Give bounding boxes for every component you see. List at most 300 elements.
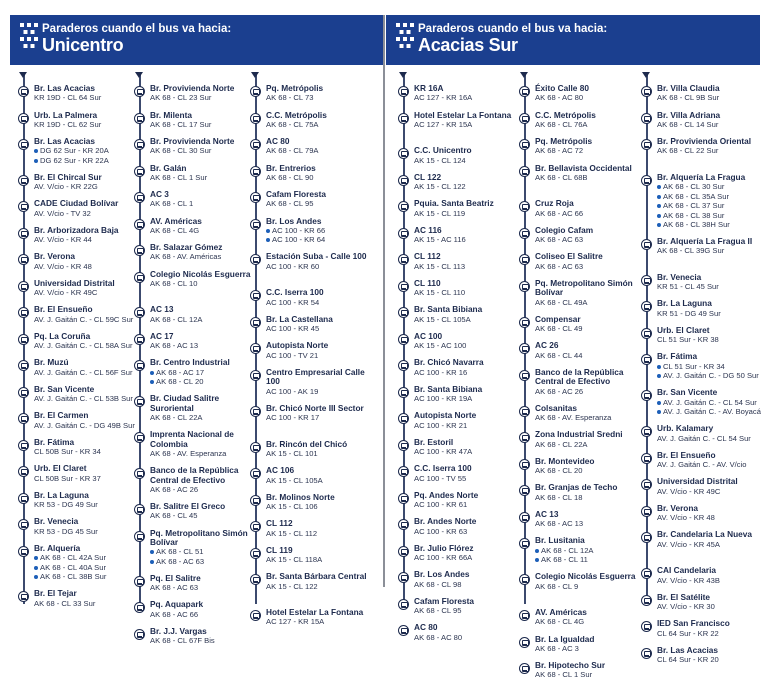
bus-icon — [641, 532, 652, 543]
bus-stop — [134, 627, 252, 646]
stop-address: AK 68 - CL 1 — [150, 199, 194, 209]
stop-address: CL 64 Sur - KR 20 — [657, 655, 719, 664]
bus-icon — [641, 390, 652, 401]
stop-address: AV. V/cio - KR 30 — [657, 602, 715, 611]
bus-icon — [398, 572, 409, 583]
stop-name: AC 100 — [414, 330, 443, 341]
bus-stop — [18, 137, 136, 165]
stop-address: AK 15 - CL 105A — [414, 314, 471, 324]
direction-arrow-icon — [135, 72, 143, 78]
bus-icon — [250, 290, 261, 301]
bus-stop — [398, 173, 516, 192]
stop-name: Br. Salazar Gómez — [150, 242, 223, 252]
stop-name: AV. Américas — [535, 607, 587, 617]
stop-address: KR 53 - DG 49 Sur — [34, 500, 98, 510]
bus-icon — [250, 219, 261, 230]
stop-address: AK 68 - AC 3 — [535, 643, 579, 653]
stop-name: Br. Villa Claudia — [657, 83, 720, 93]
stop-address: AK 68 - CL 73 — [266, 93, 314, 103]
bus-stop — [519, 572, 637, 591]
stop-name: Br. Montevideo — [535, 455, 595, 466]
bus-stop — [641, 388, 759, 416]
bus-icon — [134, 86, 145, 97]
bus-stop — [519, 279, 637, 307]
bus-icon — [18, 334, 29, 345]
bus-icon — [250, 574, 261, 585]
bus-icon — [398, 387, 409, 398]
stop-column — [18, 72, 136, 612]
stop-name: Urb. La Palmera — [34, 109, 98, 120]
stop-name: AC 13 — [535, 508, 559, 519]
bus-icon — [641, 426, 652, 437]
bus-icon — [250, 370, 261, 381]
stop-name: Urb. El Claret — [657, 324, 710, 335]
panel-acacias-sur — [384, 0, 768, 680]
bus-stop — [641, 424, 759, 443]
stop-address: AK 15 - CL 118A — [266, 555, 323, 564]
stop-address: AC 100 - KR 61 — [414, 500, 468, 510]
stop-name: Urb. El Claret — [34, 463, 87, 474]
stop-name: Br. Venecia — [657, 271, 702, 282]
bus-stop — [18, 358, 136, 377]
stop-name: Pquia. Santa Beatriz — [414, 198, 494, 209]
stop-name: Éxito Calle 80 — [535, 83, 589, 93]
bus-stop — [519, 404, 637, 423]
stop-address: AK 68 - CL 75A — [266, 119, 319, 129]
stop-address: AC 100 - KR 60 — [266, 261, 320, 271]
stop-address: AK 68 - AC 26 — [535, 386, 584, 396]
bus-stop — [641, 326, 759, 345]
bus-icon — [519, 201, 530, 212]
stop-name: Br. La Castellana — [266, 313, 333, 324]
stop-name: Br. Galán — [150, 162, 187, 173]
stop-address: AK 68 - AC 63 — [535, 235, 584, 245]
bus-stop — [398, 84, 516, 103]
bus-icon — [519, 663, 530, 674]
destination-title: Acacias Sur — [418, 35, 518, 55]
stop-name: Pq. El Salitre — [150, 572, 201, 583]
stop-name: Br. Villa Adriana — [657, 109, 721, 120]
stop-name: Br. San Vicente — [657, 387, 718, 398]
stop-name: Br. Granjas de Techo — [535, 482, 618, 493]
bus-stop — [641, 504, 759, 523]
bus-icon — [398, 599, 409, 610]
bus-icon — [250, 254, 261, 265]
bus-stop — [398, 570, 516, 589]
bus-icon — [250, 192, 261, 203]
bus-icon — [250, 166, 261, 177]
stop-address: AC 127 - KR 15A — [266, 617, 325, 627]
bus-icon — [398, 413, 409, 424]
bus-icon — [18, 591, 29, 602]
bus-icon — [519, 610, 530, 621]
stop-name: Br. Santa Bibiana — [414, 383, 483, 394]
bus-icon — [18, 254, 29, 265]
bus-icon — [134, 432, 145, 443]
stop-address: AV. V/cio - KR 45A — [657, 539, 720, 549]
stop-name: Br. Los Andes — [414, 569, 470, 580]
stop-address: AV. J. Gaitán C. - CL 54 Sur — [657, 433, 751, 443]
bus-icon — [18, 201, 29, 212]
bus-stop — [250, 466, 368, 485]
bus-stop — [519, 164, 637, 183]
bus-stop — [18, 226, 136, 245]
bus-icon — [18, 113, 29, 124]
stop-address: CL 50B Sur - KR 34 — [34, 447, 101, 457]
bus-stop — [134, 243, 252, 262]
stop-name: Br. El Satélite — [657, 591, 711, 602]
bus-stop — [641, 593, 759, 612]
bus-stop — [398, 279, 516, 298]
stop-name: Cafam Floresta — [266, 189, 326, 199]
stop-name: Colegio Cafam — [535, 224, 594, 235]
bus-stop — [641, 451, 759, 470]
stop-address: AK 68 - AC 80 — [414, 632, 463, 642]
stop-address: AK 68 - CL 90 — [266, 172, 314, 182]
bus-icon — [519, 432, 530, 443]
stop-name: Br. Salitre El Greco — [150, 501, 226, 511]
stop-address: AK 15 - CL 124 — [414, 155, 466, 165]
bus-stop — [18, 385, 136, 404]
stop-name: AC 3 — [150, 189, 169, 199]
stop-column — [519, 72, 637, 680]
stop-name: AC 106 — [266, 465, 295, 476]
stop-address: AC 100 - TV 21 — [266, 350, 319, 360]
stop-name: Br. Santa Bárbara Central — [266, 571, 367, 582]
stop-name: Br. Verona — [34, 251, 76, 262]
stop-address: AK 68 - CL 1 Sur — [535, 670, 593, 680]
stop-address: AK 68 - CL 44 — [535, 350, 583, 360]
stop-address: AV. J. Gaitán C. - CL 54 Sur — [657, 398, 759, 407]
bus-stop — [398, 252, 516, 271]
stop-address: AK 68 - CL 14 Sur — [657, 119, 719, 129]
bus-icon — [641, 479, 652, 490]
bus-stop — [18, 305, 136, 324]
bus-icon — [641, 275, 652, 286]
stop-name: C.C. Metrópolis — [266, 109, 327, 120]
stop-column — [250, 72, 368, 627]
bus-stop — [398, 411, 516, 430]
stop-address: AK 68 - AC 17 — [150, 368, 252, 377]
bus-stop — [398, 623, 516, 642]
stop-address: AK 68 - CL 30 Sur — [150, 146, 212, 156]
stop-name: Br. La Laguna — [657, 298, 712, 309]
bus-icon — [18, 307, 29, 318]
bus-icon — [519, 281, 530, 292]
bus-icon — [18, 175, 29, 186]
stop-address: AC 100 - KR 64 — [266, 235, 368, 244]
bus-stop — [641, 619, 759, 638]
stop-name: Br. La Igualdad — [535, 633, 595, 644]
stop-address: AK 68 - CL 38B Sur — [34, 572, 136, 581]
bus-stop — [134, 466, 252, 494]
bus-stop — [641, 299, 759, 318]
stop-name: C.C. Iserra 100 — [414, 463, 472, 474]
bus-icon — [18, 387, 29, 398]
stop-address: AK 15 - CL 113 — [414, 261, 466, 271]
stop-address: AV. V/cio - KR 48 — [657, 513, 715, 523]
stop-name: CL 112 — [414, 251, 441, 262]
bus-icon — [519, 485, 530, 496]
bus-icon — [250, 548, 261, 559]
stop-name: Br. Estoril — [414, 436, 454, 447]
bus-icon — [641, 354, 652, 365]
stop-address: AK 68 - AC 63 — [150, 557, 252, 566]
stop-address: AK 68 - CL 49A — [535, 297, 588, 307]
stop-column — [641, 72, 761, 664]
bus-icon — [641, 621, 652, 632]
bus-icon — [250, 406, 261, 417]
bus-icon — [134, 531, 145, 542]
stop-address: AK 68 - CL 12A — [535, 546, 637, 555]
bus-stop — [250, 315, 368, 334]
stop-address: AC 100 - KR 19A — [414, 394, 473, 404]
bus-stop — [250, 519, 368, 538]
stop-address: AK 68 - CL 39G Sur — [657, 246, 725, 256]
transit-logo-icon — [396, 23, 414, 51]
stop-address: AK 68 - CL 18 — [535, 492, 583, 502]
stop-address: KR 53 - DG 45 Sur — [34, 526, 98, 536]
stop-name: Pq. Metrópolis — [535, 136, 593, 146]
stop-name: Br. Santa Bibiana — [414, 304, 483, 315]
bus-icon — [641, 239, 652, 250]
bus-stop — [134, 111, 252, 130]
stop-address: KR 19D - CL 62 Sur — [34, 119, 102, 129]
stop-name: Br. Rincón del Chicó — [266, 438, 348, 449]
bus-stop — [134, 358, 252, 386]
bus-stop — [398, 597, 516, 616]
stop-name: Zona Industrial Sredni — [535, 429, 623, 440]
stop-address: KR 51 - DG 49 Sur — [657, 308, 721, 318]
bus-icon — [250, 86, 261, 97]
stop-address: AK 68 - CL 30 Sur — [657, 182, 759, 191]
stop-address: AK 68 - CL 11 — [535, 555, 637, 564]
stop-address: AV. J. Gaitán C. - CL 58A Sur — [34, 341, 133, 351]
stop-name: Colegio Nicolás Esguerra — [535, 571, 636, 582]
bus-icon — [641, 328, 652, 339]
stop-name: Br. Los Andes — [266, 215, 322, 226]
bus-icon — [398, 493, 409, 504]
stop-name: Centro Empresarial Calle 100 — [266, 366, 365, 387]
stop-address: AC 100 - KR 16 — [414, 367, 468, 377]
stop-name: Br. Entrerios — [266, 162, 316, 173]
stop-name: Pq. Andes Norte — [414, 489, 479, 500]
stop-address: AK 68 - CL 1 Sur — [150, 172, 208, 182]
stop-address: AK 68 - AC 66 — [150, 609, 199, 619]
stop-address: CL 64 Sur - KR 22 — [657, 628, 719, 638]
stop-name: Br. Las Acacias — [34, 136, 96, 146]
banner-unicentro — [10, 15, 384, 65]
bus-stop — [18, 438, 136, 457]
stop-name: CL 110 — [414, 277, 441, 288]
bus-stop — [519, 84, 637, 103]
stop-address: AK 68 - AC 63 — [150, 583, 199, 593]
bus-stop — [519, 510, 637, 529]
stop-address: AK 68 - CL 95 — [266, 199, 314, 209]
stop-address: AK 68 - AV. Américas — [150, 252, 222, 262]
stop-address: AK 68 - CL 22A — [150, 413, 203, 423]
stop-name: Br. El Ensueño — [657, 449, 716, 460]
bus-stop — [519, 536, 637, 564]
stop-address: CL 50B Sur - KR 37 — [34, 473, 101, 483]
stop-name: Pq. Metropolitano Simón Bolívar — [535, 277, 633, 298]
bus-stop — [18, 464, 136, 483]
bus-stop — [18, 84, 136, 103]
stop-name: CADE Ciudad Bolívar — [34, 198, 119, 209]
stop-address: AK 15 - CL 119 — [414, 208, 466, 218]
bus-stop — [519, 457, 637, 476]
stop-address: AK 68 - CL 22 Sur — [657, 146, 719, 156]
stop-name: CL 119 — [266, 544, 293, 555]
stop-address: AK 68 - CL 95 — [414, 606, 462, 616]
bus-icon — [250, 343, 261, 354]
stop-name: Autopista Norte — [414, 410, 477, 421]
bus-stop — [134, 600, 252, 619]
bus-stop — [18, 111, 136, 130]
stop-address: AK 15 - CL 101 — [266, 449, 318, 458]
bus-stop — [134, 217, 252, 236]
bus-icon — [134, 166, 145, 177]
bus-icon — [18, 493, 29, 504]
bus-stop — [18, 332, 136, 351]
bus-icon — [398, 228, 409, 239]
stop-name: Br. Candelaria La Nueva — [657, 529, 752, 540]
stop-name: Br. Fátima — [34, 436, 75, 447]
bus-stop — [641, 477, 759, 496]
bus-icon — [134, 307, 145, 318]
bus-stop — [519, 252, 637, 271]
bus-stop — [134, 574, 252, 593]
bus-stop — [398, 226, 516, 245]
bus-stop — [398, 464, 516, 483]
stop-name: Br. Las Acacias — [657, 644, 719, 655]
stop-address: AV. J. Gaitán C. - CL 59C Sur — [34, 314, 134, 324]
bus-icon — [398, 466, 409, 477]
stop-address: AK 68 - AC 80 — [535, 93, 584, 103]
stop-address: AK 68 - CL 22A — [535, 439, 588, 449]
panel-unicentro — [0, 0, 384, 646]
bus-icon — [250, 610, 261, 621]
bus-stop — [250, 493, 368, 512]
bus-icon — [398, 360, 409, 371]
stop-name: Br. Ciudad Salitre Suroriental — [150, 393, 220, 413]
stop-name: Coliseo El Salitre — [535, 251, 603, 262]
stop-address: AK 68 - CL 4G — [150, 225, 200, 235]
bus-stop — [134, 529, 252, 567]
stop-address: AV. J. Gaitán C. - DG 50 Sur — [657, 371, 759, 380]
stop-address: AK 68 - CL 37 Sur — [657, 201, 759, 210]
stop-name: Br. Bellavista Occidental — [535, 162, 632, 173]
bus-stop — [250, 341, 368, 360]
stop-name: Br. Milenta — [150, 109, 192, 120]
bus-stop — [641, 84, 759, 103]
bus-stop — [398, 491, 516, 510]
stop-name: Br. Centro Industrial — [150, 357, 230, 368]
stop-name: Br. Molinos Norte — [266, 491, 335, 502]
transit-logo-icon — [20, 23, 38, 51]
stop-column — [398, 72, 516, 642]
stop-address: AV. J. Gaitán C. - AV. V/cio — [657, 460, 747, 470]
stop-address: AV. V/cio - KR 48 — [34, 261, 92, 271]
bus-stop — [398, 111, 516, 130]
bus-icon — [398, 86, 409, 97]
bus-icon — [134, 334, 145, 345]
stop-address: CL 51 Sur - KR 34 — [657, 362, 759, 371]
bus-stop — [641, 137, 759, 156]
stop-name: Br. Lusitania — [535, 535, 585, 546]
bus-icon — [398, 625, 409, 636]
bus-icon — [134, 192, 145, 203]
bus-stop — [250, 404, 368, 423]
bus-icon — [641, 175, 652, 186]
stop-address: AC 127 - KR 16A — [414, 93, 473, 103]
stop-name: Br. Provivienda Oriental — [657, 136, 752, 146]
bus-icon — [519, 637, 530, 648]
bus-stop — [519, 111, 637, 130]
stop-address: AV. V/cio - TV 32 — [34, 208, 91, 218]
stop-name: AC 13 — [150, 304, 174, 315]
stop-name: AV. Américas — [150, 215, 202, 226]
bus-stop — [18, 589, 136, 608]
stop-name: Estación Suba - Calle 100 — [266, 251, 367, 262]
bus-icon — [250, 113, 261, 124]
stop-address: AV. V/cio - KR 22G — [34, 182, 98, 192]
direction-arrow-icon — [19, 72, 27, 78]
bus-icon — [519, 406, 530, 417]
bus-stop — [519, 137, 637, 156]
bus-icon — [18, 413, 29, 424]
bus-icon — [398, 334, 409, 345]
bus-stop — [641, 273, 759, 292]
bus-stop — [250, 252, 368, 271]
bus-stop — [519, 341, 637, 360]
bus-stop — [519, 199, 637, 218]
stop-name: Colsanitas — [535, 402, 577, 413]
stop-name: Br. El Ensueño — [34, 304, 93, 315]
stop-address: AC 100 - KR 21 — [414, 420, 468, 430]
stop-name: Imprenta Nacional de Colombia — [150, 429, 234, 449]
stop-name: Br. Chicó Navarra — [414, 357, 484, 368]
stop-name: Br. Alquería La Fragua — [657, 171, 746, 182]
bus-stop — [250, 608, 368, 627]
stop-address: AK 68 - CL 20 — [535, 466, 583, 476]
stop-address: AK 15 - CL 110 — [414, 288, 466, 298]
bus-icon — [519, 139, 530, 150]
stop-address: AK 68 - CL 4G — [535, 617, 585, 627]
bus-icon — [641, 301, 652, 312]
stop-address: AC 100 - KR 54 — [266, 297, 320, 307]
banner-subtitle: Paraderos cuando el bus va hacia: — [418, 23, 608, 35]
bus-icon — [519, 574, 530, 585]
bus-stop — [398, 332, 516, 351]
stop-address: AK 68 - CL 10 — [150, 278, 198, 288]
stop-name: Br. Hipotecho Sur — [535, 660, 606, 670]
stop-address: AC 100 - KR 66 — [266, 226, 368, 235]
stop-name: Banco de la República Central de Efectivo — [535, 366, 624, 387]
stop-address: AK 68 - AC 72 — [535, 146, 584, 156]
bus-icon — [18, 546, 29, 557]
bus-icon — [250, 468, 261, 479]
stop-name: Br. Alquería — [34, 542, 81, 553]
bus-stop — [18, 173, 136, 192]
bus-stop — [134, 164, 252, 183]
bus-stop — [398, 199, 516, 218]
bus-stop — [641, 352, 759, 380]
banner-acacias-sur — [386, 15, 760, 65]
bus-stop — [519, 635, 637, 654]
stop-name: Pq. La Coruña — [34, 330, 91, 341]
stop-address: AK 15 - CL 112 — [266, 528, 318, 538]
